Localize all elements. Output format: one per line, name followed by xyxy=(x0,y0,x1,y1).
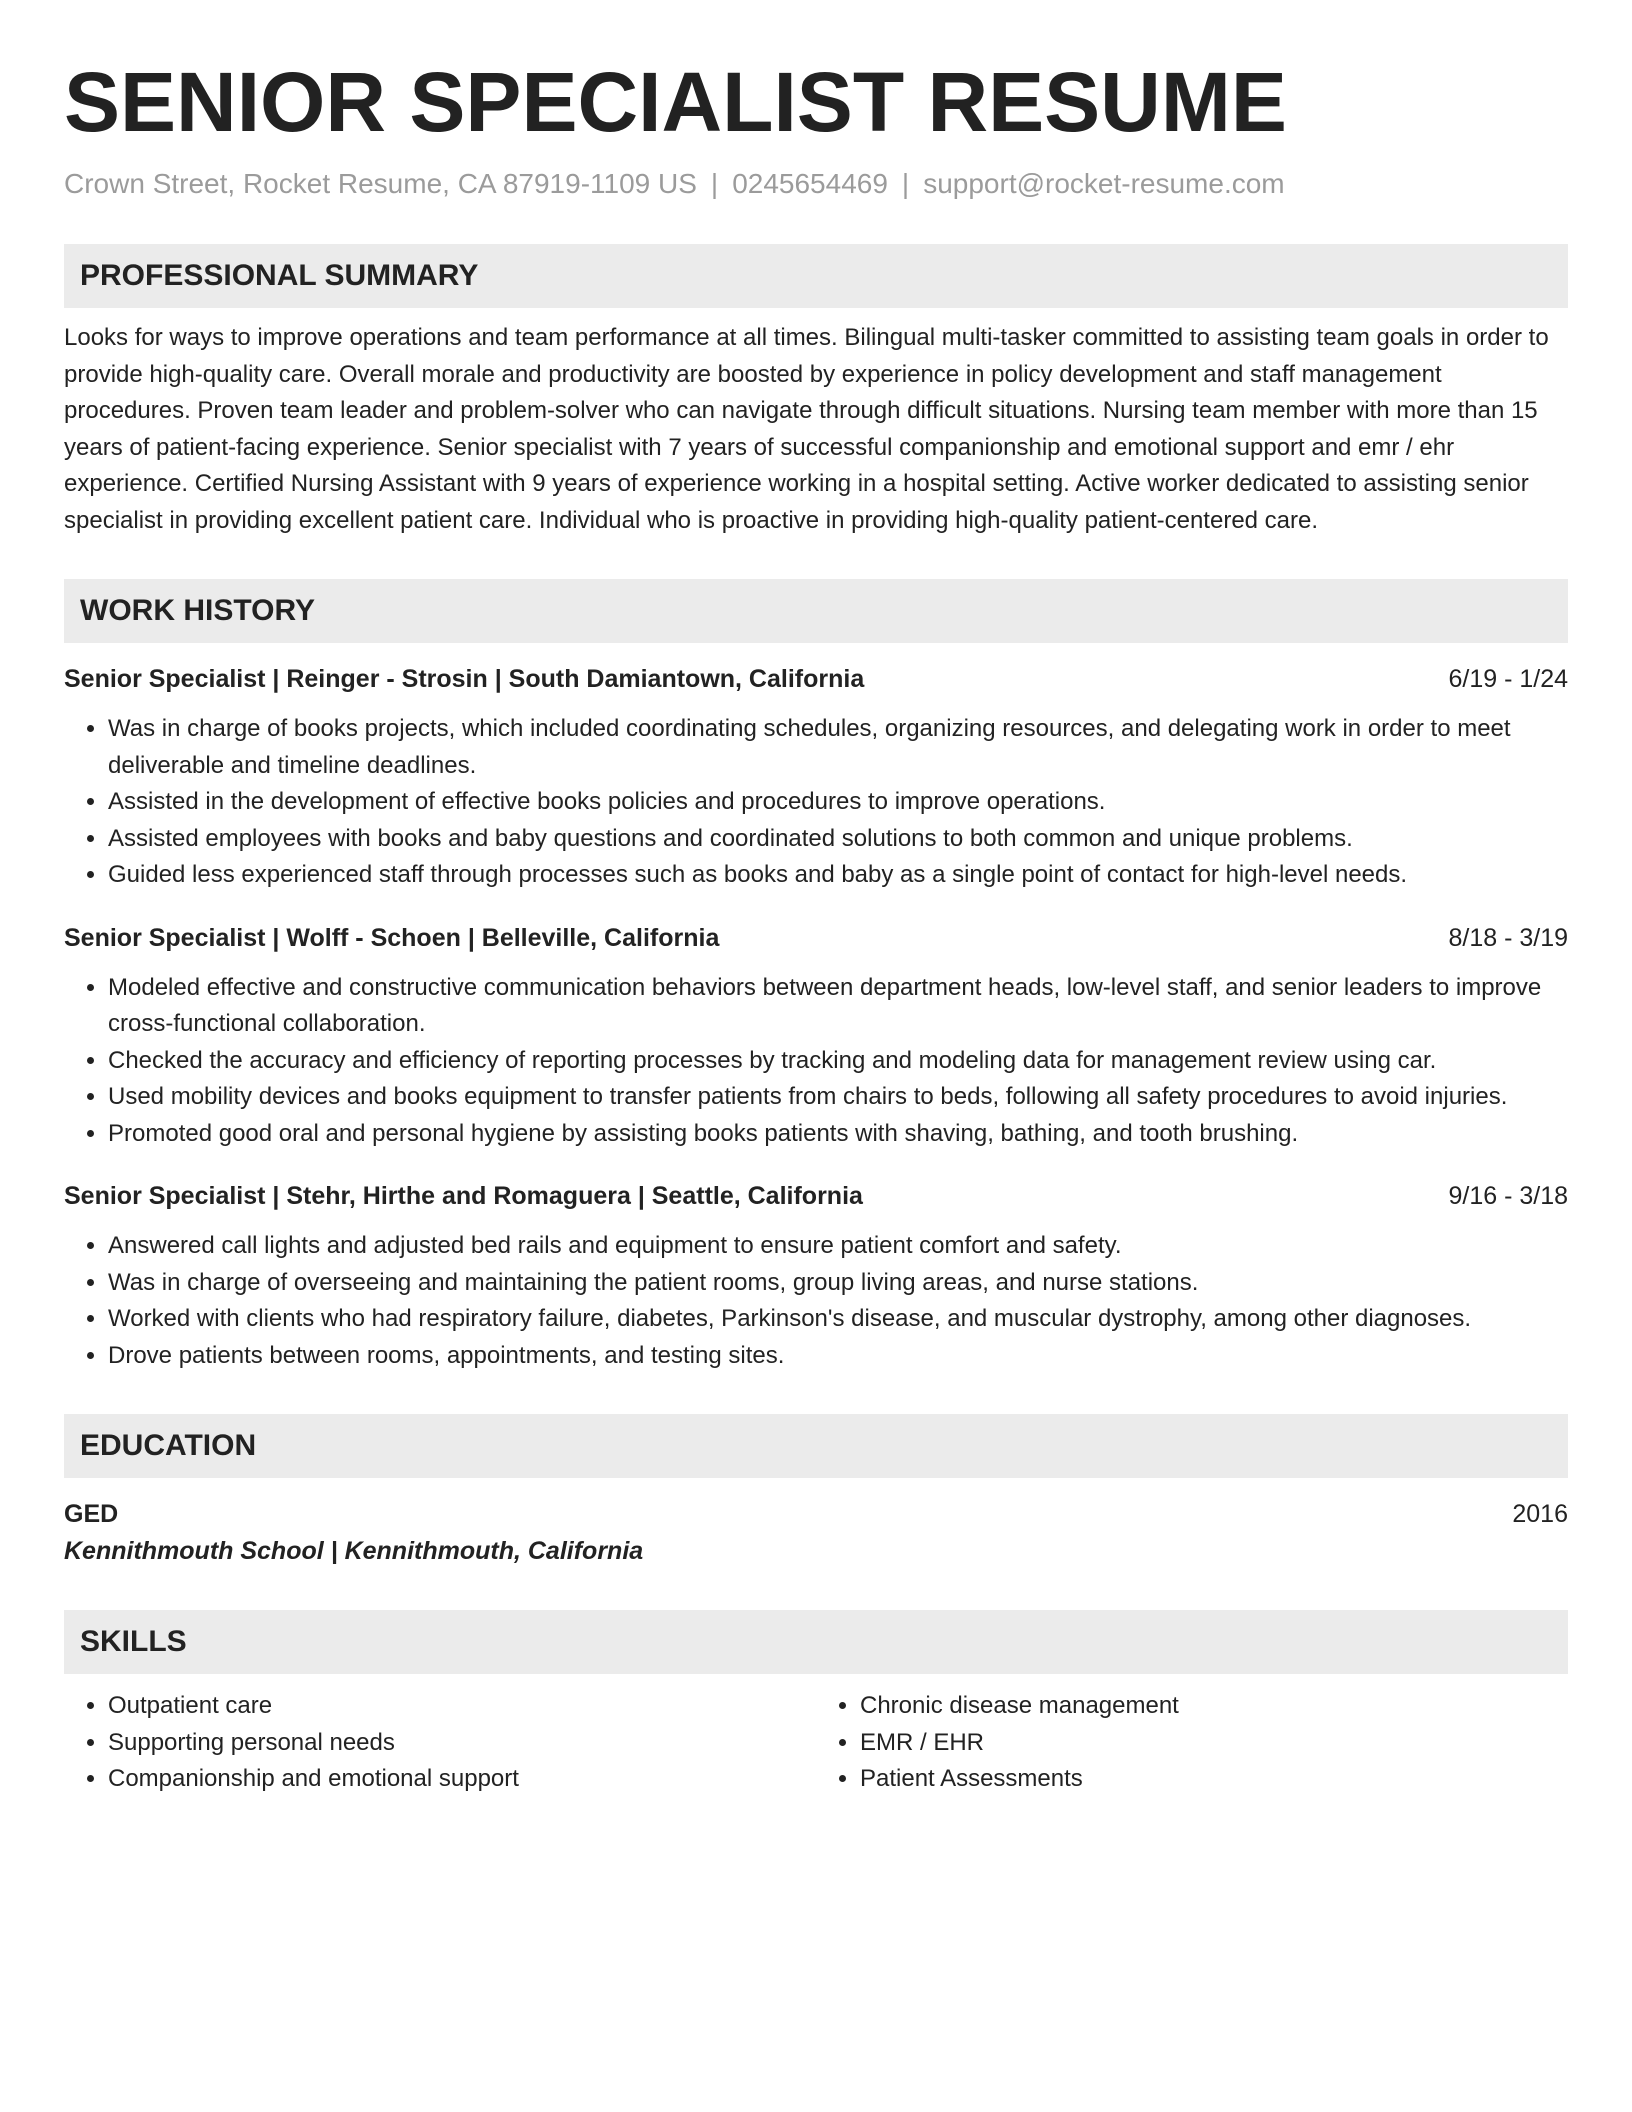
skill-item: • Companionship and emotional support xyxy=(108,1761,816,1798)
job-entry xyxy=(64,1178,1568,1374)
job-bullet: • Worked with clients who had respiratory failure, diabetes, Parkinson's disease, and muscular dystrophy, among other diagnoses. xyxy=(108,1301,1568,1338)
skills-list-left xyxy=(64,1688,816,1798)
job-bullet: • Used mobility devices and books equipment to transfer patients from chairs to beds, following all safety procedures to avoid injuries. xyxy=(108,1079,1568,1116)
job-dates: 6/19 - 1/24 xyxy=(1448,665,1568,693)
job-header xyxy=(64,661,1568,697)
job-bullet: • Assisted employees with books and baby questions and coordinated solutions to both common and unique problems. xyxy=(108,821,1568,858)
education-school: Kennithmouth School | Kennithmouth, California xyxy=(64,1537,644,1565)
job-title: Senior Specialist | Stehr, Hirthe and Romaguera | Seattle, California xyxy=(64,1182,863,1210)
job-entry xyxy=(64,920,1568,1153)
job-bullet: • Was in charge of books projects, which included coordinating schedules, organizing resources, and delegating work in order to meet deliverable and timeline deadlines. xyxy=(108,711,1568,784)
contact-separator: | xyxy=(710,168,719,199)
job-entry xyxy=(64,661,1568,894)
job-title: Senior Specialist | Reinger - Strosin | South Damiantown, California xyxy=(64,665,865,693)
resume-title: SENIOR SPECIALIST RESUME xyxy=(64,55,1287,149)
job-bullet: • Checked the accuracy and efficiency of reporting processes by tracking and modeling data for management review using car. xyxy=(108,1043,1568,1080)
skill-item: • EMR / EHR xyxy=(860,1725,1568,1762)
skills-heading: SKILLS xyxy=(64,1610,1568,1674)
job-header xyxy=(64,920,1568,956)
job-bullet: • Guided less experienced staff through processes such as books and baby as a single point of contact for high-level needs. xyxy=(108,857,1568,894)
education-degree: GED xyxy=(64,1500,119,1528)
skill-item: • Patient Assessments xyxy=(860,1761,1568,1798)
summary-heading: PROFESSIONAL SUMMARY xyxy=(64,244,1568,308)
job-header xyxy=(64,1178,1568,1214)
job-title: Senior Specialist | Wolff - Schoen | Belleville, California xyxy=(64,923,720,952)
summary-text: Looks for ways to improve operations and team performance at all times. Bilingual multi-tasker committed to assisting team goals in order to provide high-quality care. Overall morale and productivity are boosted by experience in policy development and staff management procedures. Proven team leader and problem-solver who can navigate through difficult situations. Nursing team member with more than 15 years of patient-facing experience. Senior specialist with 7 years of successful companionship and emotional support and emr / ehr experience. Certified Nursing Assistant with 9 years of experience working in a hospital setting. Active worker dedicated to assisting senior specialist in providing excellent patient care. Individual who is proactive in providing high-quality patient-centered care. xyxy=(64,324,1549,534)
job-bullets xyxy=(64,970,1568,1153)
job-bullet: • Assisted in the development of effective books policies and procedures to improve operations. xyxy=(108,784,1568,821)
contact-separator: | xyxy=(901,168,910,199)
job-bullet: • Modeled effective and constructive communication behaviors between department heads, low-level staff, and senior leaders to improve cross-functional collaboration. xyxy=(108,970,1568,1043)
contact-phone: 0245654469 xyxy=(732,168,888,199)
contact-email: support@rocket-resume.com xyxy=(923,168,1285,199)
skill-item: • Supporting personal needs xyxy=(108,1725,816,1762)
job-bullet: • Answered call lights and adjusted bed rails and equipment to ensure patient comfort and safety. xyxy=(108,1228,1568,1265)
contact-line xyxy=(64,164,1568,204)
skills-list-right xyxy=(816,1688,1568,1798)
work-history-heading: WORK HISTORY xyxy=(64,579,1568,643)
education-heading: EDUCATION xyxy=(64,1414,1568,1478)
skill-item: • Chronic disease management xyxy=(860,1688,1568,1725)
job-bullet: • Promoted good oral and personal hygiene by assisting books patients with shaving, bathing, and tooth brushing. xyxy=(108,1116,1568,1153)
job-bullets xyxy=(64,711,1568,894)
job-dates: 8/18 - 3/19 xyxy=(1448,923,1568,952)
skill-item: • Outpatient care xyxy=(108,1688,816,1725)
job-bullet: • Drove patients between rooms, appointments, and testing sites. xyxy=(108,1338,1568,1375)
job-dates: 9/16 - 3/18 xyxy=(1448,1182,1568,1210)
job-bullet: • Was in charge of overseeing and maintaining the patient rooms, group living areas, and nurse stations. xyxy=(108,1265,1568,1302)
job-bullets xyxy=(64,1228,1568,1374)
education-year: 2016 xyxy=(1512,1500,1568,1528)
contact-address: Crown Street, Rocket Resume, CA 87919-1109 US xyxy=(64,168,697,199)
skills-columns xyxy=(64,1688,1568,1798)
education-header xyxy=(64,1496,1568,1532)
